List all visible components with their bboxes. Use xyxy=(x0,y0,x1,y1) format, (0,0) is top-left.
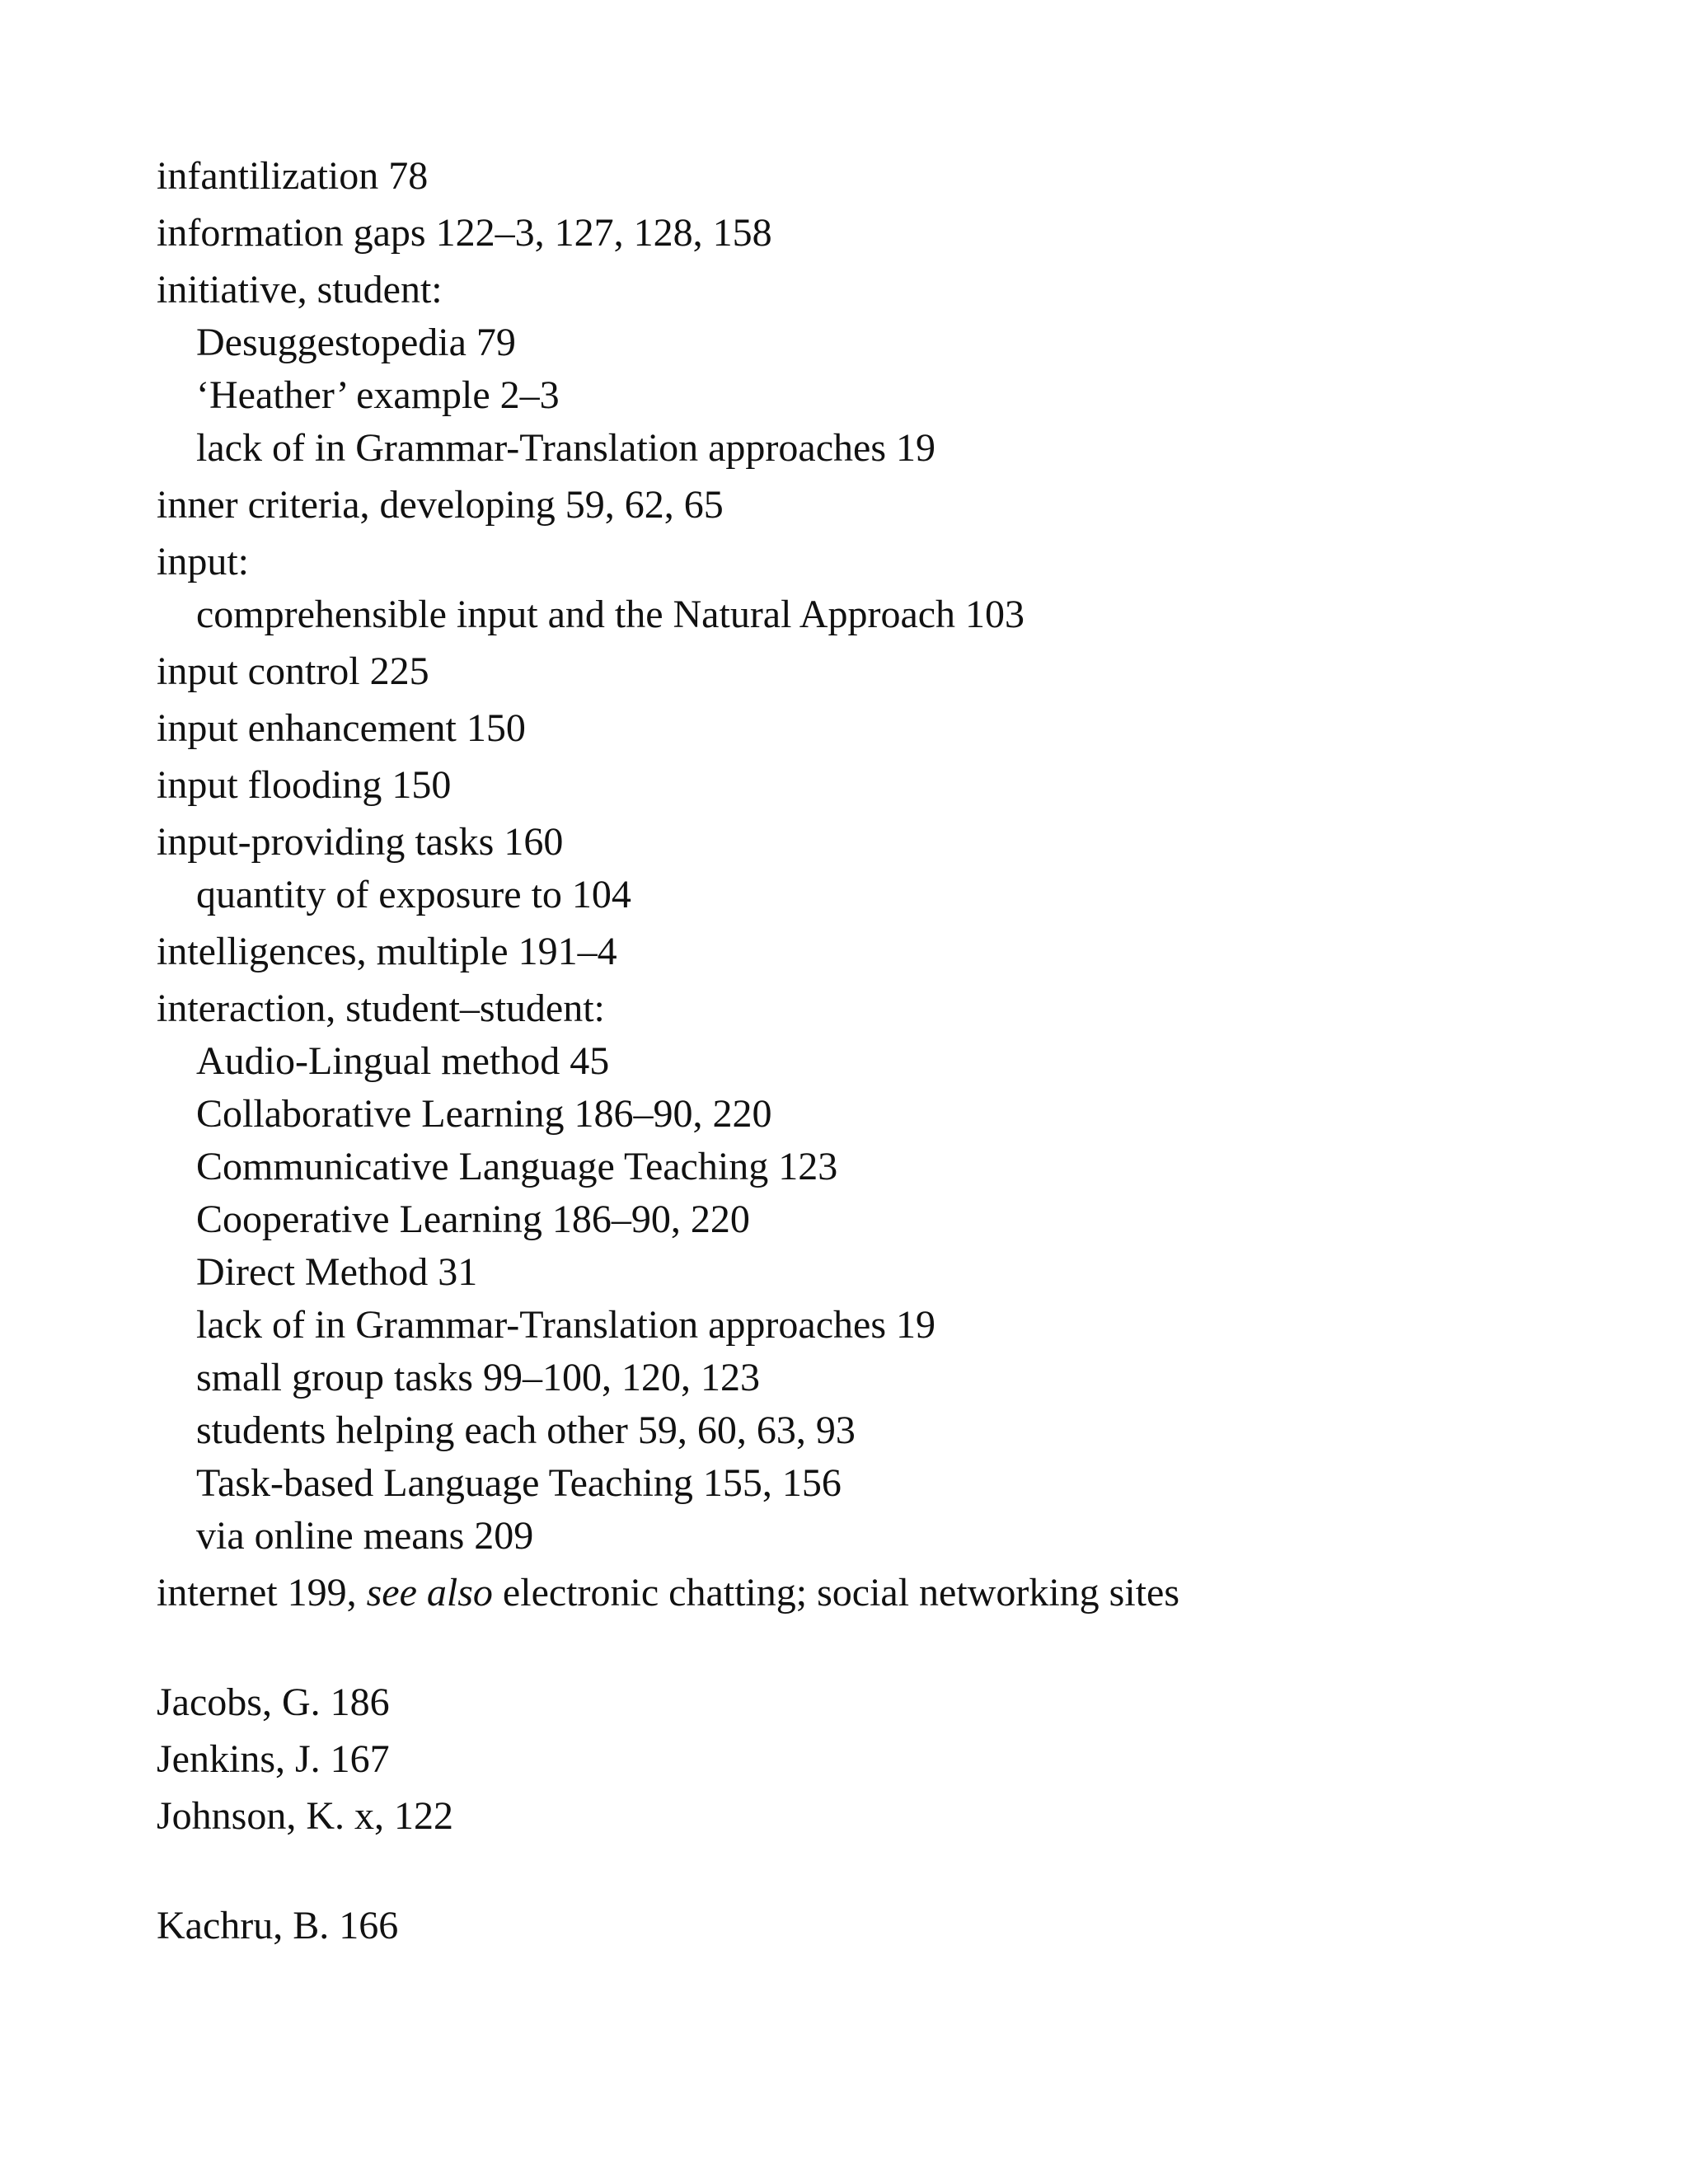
index-subentry-communicative-language-teaching: Communicative Language Teaching 123 xyxy=(196,1145,838,1188)
index-entry-input-control: input control 225 xyxy=(157,649,429,693)
index-subentry-online-means: via online means 209 xyxy=(196,1514,534,1558)
index-subentry-desuggestopedia: Desuggestopedia 79 xyxy=(196,321,516,364)
index-subentry-students-helping: students helping each other 59, 60, 63, 93 xyxy=(196,1408,856,1452)
index-entry-input-enhancement: input enhancement 150 xyxy=(157,706,526,750)
internet-main-text: internet 199, xyxy=(157,1571,367,1615)
index-entry-jenkins: Jenkins, J. 167 xyxy=(157,1737,390,1781)
index-subentry-audio-lingual: Audio-Lingual method 45 xyxy=(196,1039,610,1083)
index-entry-inner-criteria: inner criteria, developing 59, 62, 65 xyxy=(157,483,724,527)
index-subentry-small-group-tasks: small group tasks 99–100, 120, 123 xyxy=(196,1356,760,1399)
index-subentry-comprehensible-input: comprehensible input and the Natural Approach 103 xyxy=(196,593,1025,636)
index-subentry-quantity-exposure: quantity of exposure to 104 xyxy=(196,873,631,916)
index-entry-infantilization: infantilization 78 xyxy=(157,154,429,198)
index-entry-jacobs: Jacobs, G. 186 xyxy=(157,1680,390,1724)
index-subentry-grammar-translation: lack of in Grammar-Translation approaches 19 xyxy=(196,426,935,470)
index-subentry-collaborative-learning: Collaborative Learning 186–90, 220 xyxy=(196,1092,772,1136)
index-entry-internet xyxy=(157,1573,1179,1613)
index-entry-input-providing-tasks: input-providing tasks 160 xyxy=(157,820,564,864)
index-subentry-task-based: Task-based Language Teaching 155, 156 xyxy=(196,1461,842,1505)
index-entry-input-flooding: input flooding 150 xyxy=(157,763,452,807)
index-entry-kachru: Kachru, B. 166 xyxy=(157,1904,399,1947)
index-entry-initiative-student: initiative, student: xyxy=(157,268,443,312)
index-entry-intelligences: intelligences, multiple 191–4 xyxy=(157,930,617,973)
index-entry-information-gaps: information gaps 122–3, 127, 128, 158 xyxy=(157,211,772,255)
internet-refs: electronic chatting; social networking sites xyxy=(492,1571,1180,1615)
index-subentry-grammar-translation-interaction: lack of in Grammar-Translation approaches 19 xyxy=(196,1303,935,1347)
index-subentry-heather-example: ‘Heather’ example 2–3 xyxy=(196,373,560,417)
index-subentry-direct-method: Direct Method 31 xyxy=(196,1250,478,1294)
index-entry-johnson: Johnson, K. x, 122 xyxy=(157,1794,454,1838)
index-subentry-cooperative-learning: Cooperative Learning 186–90, 220 xyxy=(196,1197,750,1241)
index-entry-interaction-student: interaction, student–student: xyxy=(157,987,605,1030)
internet-see-also: see also xyxy=(366,1571,493,1615)
index-entry-input: input: xyxy=(157,540,250,583)
